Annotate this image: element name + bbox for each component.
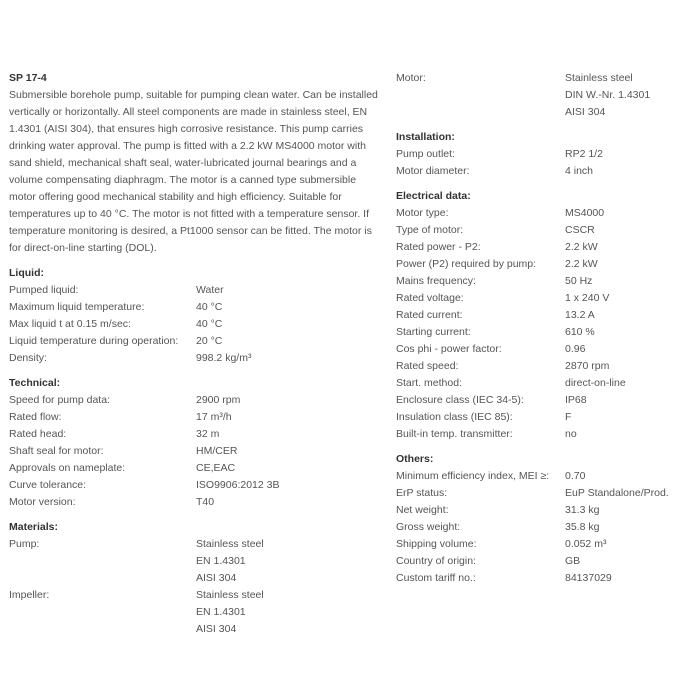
spec-values (196, 460, 235, 477)
spec-label: Approvals on nameplate: (9, 462, 126, 474)
spec-row (396, 502, 696, 519)
spec-row (396, 70, 696, 121)
spec-row (9, 443, 384, 460)
spec-value: Stainless steel (565, 72, 633, 84)
spec-value: 40 °C (196, 318, 223, 330)
spec-value: MS4000 (565, 207, 605, 219)
spec-label: Shipping volume: (396, 538, 477, 550)
spec-label: Enclosure class (IEC 34-5): (396, 394, 524, 406)
spec-row (396, 485, 696, 502)
section-heading: Electrical data: (396, 190, 471, 202)
spec-label: Liquid temperature during operation: (9, 335, 179, 347)
spec-row (396, 290, 696, 307)
spec-label: Curve tolerance: (9, 479, 87, 491)
spec-label: Rated head: (9, 428, 67, 440)
spec-label: Built-in temp. transmitter: (396, 428, 513, 440)
spec-values (565, 519, 599, 536)
spec-value: EuP Standalone/Prod. (565, 487, 669, 499)
spec-values (565, 256, 598, 273)
spec-label: Motor type: (396, 207, 449, 219)
spec-values (196, 282, 224, 299)
spec-label: Minimum efficiency index, MEI ≥: (396, 470, 550, 482)
spec-row (9, 409, 384, 426)
spec-row (396, 358, 696, 375)
spec-values (196, 536, 264, 587)
spec-row (9, 282, 384, 299)
spec-values (565, 290, 609, 307)
spec-label: Starting current: (396, 326, 471, 338)
spec-row (9, 316, 384, 333)
spec-section-technical (9, 375, 384, 511)
spec-value: CE,EAC (196, 462, 236, 474)
spec-row (396, 146, 696, 163)
spec-row (396, 222, 696, 239)
spec-values (196, 477, 279, 494)
spec-label: Speed for pump data: (9, 394, 110, 406)
spec-values (565, 426, 577, 443)
spec-values (565, 485, 669, 502)
spec-label: Country of origin: (396, 555, 476, 567)
spec-value: ISO9906:2012 3B (196, 479, 280, 491)
spec-value: DIN W.-Nr. 1.4301 (565, 89, 651, 101)
product-title: SP 17-4 (9, 72, 47, 84)
spec-row (396, 570, 696, 587)
spec-row (396, 426, 696, 443)
spec-values (565, 324, 595, 341)
spec-value: Water (196, 284, 224, 296)
spec-values (565, 409, 571, 426)
spec-values (196, 426, 219, 443)
spec-label: Type of motor: (396, 224, 464, 236)
spec-row (9, 536, 384, 587)
spec-value: 610 % (565, 326, 595, 338)
spec-value: 17 m³/h (196, 411, 232, 423)
spec-row (396, 468, 696, 485)
spec-values (196, 443, 237, 460)
spec-label: Shaft seal for motor: (9, 445, 104, 457)
spec-value: IP68 (565, 394, 587, 406)
spec-row (9, 333, 384, 350)
spec-label: ErP status: (396, 487, 448, 499)
product-description: Submersible borehole pump, suitable for pumping clean water. Can be installed vertically or horizontally. All steel components are made in stainless steel, EN 1.4301 (AISI 304), that ensures high corrosive resistance. This pump carries drinking water approval. The pump is fitted with a 2.2 kW MS4000 motor with sand shield, mechanical shaft seal, water-lubricated journal bearings and a volume compensating diaphragm. The motor is a canned type submersible motor offering good mechanical stability and high efficiency. Suitable for temperatures up to 40 °C. The motor is not fitted with a temperature sensor. If temperature monitoring is desired, a Pt1000 sensor can be fitted. The motor is for direct-on-line starting (DOL). (9, 89, 378, 254)
spec-label: Insulation class (IEC 85): (396, 411, 513, 423)
spec-label: Start. method: (396, 377, 462, 389)
spec-value: 35.8 kg (565, 521, 600, 533)
spec-label: Rated voltage: (396, 292, 464, 304)
spec-label: Net weight: (396, 504, 449, 516)
spec-value: 2900 rpm (196, 394, 241, 406)
spec-row (396, 392, 696, 409)
spec-values (196, 494, 214, 511)
spec-values (196, 299, 222, 316)
spec-row (9, 392, 384, 409)
spec-label: Rated flow: (9, 411, 62, 423)
spec-values (565, 468, 585, 485)
spec-row (396, 324, 696, 341)
spec-label: Power (P2) required by pump: (396, 258, 537, 270)
spec-row (396, 256, 696, 273)
spec-label: Maximum liquid temperature: (9, 301, 145, 313)
spec-label: Motor: (396, 72, 426, 84)
spec-row (9, 299, 384, 316)
left-column (9, 70, 384, 638)
spec-values (565, 392, 587, 409)
spec-values (196, 333, 222, 350)
spec-values (565, 536, 606, 553)
spec-values (565, 307, 595, 324)
spec-row (9, 350, 384, 367)
spec-value: Stainless steel (196, 589, 264, 601)
spec-values (565, 205, 604, 222)
spec-row (9, 460, 384, 477)
spec-values (565, 553, 580, 570)
spec-label: Pumped liquid: (9, 284, 79, 296)
spec-value: 0.70 (565, 470, 586, 482)
spec-row (396, 205, 696, 222)
spec-label: Max liquid t at 0.15 m/sec: (9, 318, 131, 330)
spec-value: no (565, 428, 577, 440)
spec-value: AISI 304 (565, 106, 606, 118)
spec-value: HM/CER (196, 445, 238, 457)
spec-value: Stainless steel (196, 538, 264, 550)
spec-values (196, 350, 251, 367)
spec-value: 84137029 (565, 572, 612, 584)
spec-row (396, 536, 696, 553)
spec-value: T40 (196, 496, 215, 508)
spec-row (396, 553, 696, 570)
spec-value: 0.96 (565, 343, 586, 355)
spec-values (565, 375, 626, 392)
spec-label: Motor diameter: (396, 165, 470, 177)
section-heading: Liquid: (9, 267, 44, 279)
spec-values (196, 587, 264, 638)
spec-value: EN 1.4301 (196, 606, 246, 618)
spec-values (196, 392, 240, 409)
spec-row (396, 375, 696, 392)
spec-value: 2870 rpm (565, 360, 610, 372)
spec-values (565, 163, 593, 180)
spec-label: Density: (9, 352, 47, 364)
spec-values (196, 316, 222, 333)
spec-row (9, 477, 384, 494)
spec-section-electrical-data (396, 188, 696, 443)
spec-row (9, 426, 384, 443)
section-heading: Others: (396, 453, 434, 465)
spec-label: Cos phi - power factor: (396, 343, 502, 355)
spec-values (565, 146, 603, 163)
spec-value: 20 °C (196, 335, 223, 347)
spec-values (196, 409, 232, 426)
spec-label: Impeller: (9, 589, 50, 601)
spec-row (9, 494, 384, 511)
spec-values (565, 70, 650, 121)
left-spec-sections (9, 265, 384, 638)
spec-label: Rated current: (396, 309, 463, 321)
spec-value: direct-on-line (565, 377, 626, 389)
spec-label: Motor version: (9, 496, 76, 508)
spec-value: 13.2 A (565, 309, 595, 321)
section-heading: Materials: (9, 521, 59, 533)
spec-row (396, 307, 696, 324)
spec-value: 1 x 240 V (565, 292, 610, 304)
spec-row (396, 519, 696, 536)
spec-values (565, 239, 598, 256)
spec-value: GB (565, 555, 581, 567)
spec-section-liquid (9, 265, 384, 367)
spec-label: Rated speed: (396, 360, 459, 372)
spec-section-general (396, 70, 696, 121)
spec-value: EN 1.4301 (196, 555, 246, 567)
spec-values (565, 570, 612, 587)
spec-value: 2.2 kW (565, 258, 598, 270)
spec-value: 32 m (196, 428, 220, 440)
spec-value: 40 °C (196, 301, 223, 313)
spec-value: 2.2 kW (565, 241, 598, 253)
spec-label: Pump outlet: (396, 148, 455, 160)
section-heading: Installation: (396, 131, 455, 143)
spec-label: Rated power - P2: (396, 241, 481, 253)
spec-value: 50 Hz (565, 275, 593, 287)
spec-row (9, 587, 384, 638)
spec-row (396, 273, 696, 290)
spec-values (565, 358, 609, 375)
spec-value: 0.052 m³ (565, 538, 607, 550)
spec-value: AISI 304 (196, 572, 237, 584)
spec-values (565, 222, 595, 239)
spec-value: 31.3 kg (565, 504, 600, 516)
spec-value: AISI 304 (196, 623, 237, 635)
spec-section-installation (396, 129, 696, 180)
right-spec-sections (396, 70, 696, 587)
spec-value: RP2 1/2 (565, 148, 603, 160)
spec-value: CSCR (565, 224, 595, 236)
spec-row (396, 239, 696, 256)
spec-values (565, 341, 585, 358)
spec-row (396, 163, 696, 180)
spec-section-materials (9, 519, 384, 638)
spec-label: Gross weight: (396, 521, 461, 533)
spec-value: 998.2 kg/m³ (196, 352, 252, 364)
spec-value: F (565, 411, 572, 423)
spec-row (396, 341, 696, 358)
spec-section-others (396, 451, 696, 587)
spec-values (565, 273, 592, 290)
spec-label: Mains frequency: (396, 275, 476, 287)
spec-values (565, 502, 599, 519)
section-heading: Technical: (9, 377, 61, 389)
right-column (396, 70, 696, 587)
spec-label: Custom tariff no.: (396, 572, 476, 584)
spec-row (396, 409, 696, 426)
spec-value: 4 inch (565, 165, 594, 177)
spec-label: Pump: (9, 538, 40, 550)
